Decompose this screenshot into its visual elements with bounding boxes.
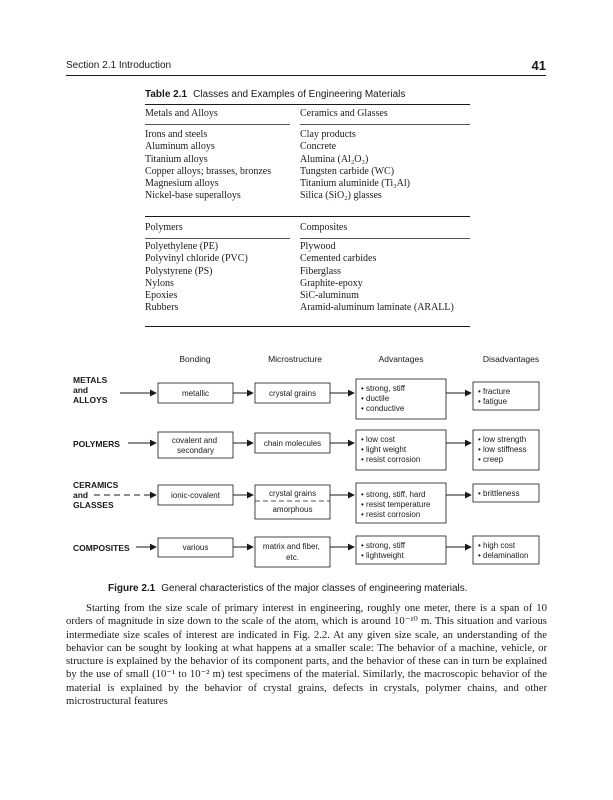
bonding-text: ionic-covalent (171, 491, 220, 500)
bonding-text: covalent and secondary (171, 436, 218, 455)
table-cell: Polystyrene (PS) (145, 265, 213, 277)
table-cell: SiC-aluminum (300, 290, 359, 302)
class-label: METALS and ALLOYS (73, 375, 108, 405)
microstructure-alt-text: amorphous (272, 505, 313, 514)
table-middle-rule (145, 216, 470, 217)
figure-caption (108, 583, 468, 594)
table-cell: Graphite-epoxy (300, 277, 363, 289)
table-title: Classes and Examples of Engineering Materials (193, 89, 406, 100)
header-rule (66, 75, 546, 76)
advantages-list: • strong, stiff • ductile • conductive (361, 384, 406, 413)
heading-underline (300, 238, 470, 239)
diagram-row-composites (73, 536, 539, 567)
table-cell: Copper alloys; brasses, bronzes (145, 165, 272, 177)
table-cell: Epoxies (145, 290, 178, 302)
table-label: Table 2.1 (145, 89, 188, 100)
table-heading-ceramics: Ceramics and Glasses (300, 108, 388, 119)
figure-label: Figure 2.1 (108, 583, 156, 594)
heading-underline (300, 124, 470, 125)
table-cell: Magnesium alloys (145, 178, 219, 190)
text-line: behavior of crystal grains, defects in crystals, polymer chains, and other microstructural features (66, 681, 548, 708)
advantages-list: • low cost • light weight • resist corrosion (361, 435, 421, 464)
table-bottom-rule (145, 326, 470, 327)
running-header (66, 60, 546, 76)
class-label: COMPOSITES (73, 543, 130, 553)
microstructure-text: crystal grains (268, 489, 317, 498)
table-top-rule (145, 104, 470, 105)
table-cell: Aramid-aluminum laminate (ARALL) (300, 302, 454, 314)
table-list-ceramics (300, 129, 410, 203)
body-paragraph (66, 602, 547, 708)
table-heading-polymers: Polymers (145, 222, 183, 233)
page-number: 41 (531, 58, 546, 73)
table-cell: Alumina (Al₂O₃) (300, 153, 369, 165)
class-label: CERAMICS and GLASSES (73, 480, 119, 510)
col-header-bonding: Bonding (179, 354, 211, 364)
table-heading-metals: Metals and Alloys (145, 108, 218, 119)
table-cell: Plywood (300, 241, 336, 252)
table-cell: Aluminum alloys (145, 141, 215, 153)
table-cell: Concrete (300, 141, 337, 153)
microstructure-text: crystal grains (268, 389, 317, 398)
disadvantages-list: • brittleness (478, 489, 520, 498)
table-cell: Cemented carbides (300, 253, 377, 265)
heading-underline (145, 238, 290, 239)
col-header-microstructure: Microstructure (268, 354, 322, 364)
diagram-row-polymers (73, 430, 539, 470)
table-cell: Fiberglass (300, 265, 341, 277)
disadvantages-list: • fracture • fatigue (478, 387, 511, 406)
class-label: POLYMERS (73, 439, 120, 449)
disadvantages-list: • high cost • delamination (478, 541, 529, 560)
table-cell: Titanium alloys (145, 153, 208, 165)
text-line: Starting from the size scale of primary interest in engineering, roughly one meter, there is a (86, 602, 496, 614)
text-line: specimens of the material. Similarly, the macroscopic behavior of the material is explained by the (66, 668, 548, 694)
microstructure-text: matrix and fiber, etc. (262, 542, 320, 562)
table-cell: Irons and steels (145, 129, 208, 140)
diagram-row-metals (73, 375, 539, 419)
advantages-list: • strong, stiff • lightweight (361, 541, 406, 560)
microstructure-text: chain molecules (263, 439, 322, 448)
text-line: This situation and various intermediate size scales of interest are indicated in Fig. 2.2. At any given (66, 615, 547, 641)
disadvantages-list: • low strength • low stiffness • creep (478, 435, 527, 464)
table-cell: Rubbers (145, 302, 179, 314)
table-cell: Polyvinyl chloride (PVC) (145, 253, 248, 265)
text-line: span of 10 orders of magnitude in size down to the scale of the atom, which is around 10⁻¹⁰ m. (66, 602, 547, 628)
table-cell: Tungsten carbide (WC) (300, 165, 395, 177)
table-cell: Titanium aluminide (Ti₃Al) (300, 178, 410, 190)
col-header-disadvantages: Disadvantages (482, 354, 540, 364)
text-line: parts, and the behavior of these can in turn be explained by the use of small (10⁻¹ to 10⁻² m) test (66, 655, 548, 681)
section-title: Section 2.1 Introduction (66, 60, 172, 71)
col-header-advantages: Advantages (378, 354, 424, 364)
paragraph-text (66, 602, 547, 708)
table-cell: Silica (SiO₂) glasses (300, 190, 382, 202)
table-cell: Polyethylene (PE) (145, 241, 219, 252)
table-heading-composites: Composites (300, 222, 348, 233)
table-list-composites (300, 241, 454, 315)
figure-caption-text: General characteristics of the major classes of engineering materials. (161, 583, 468, 594)
table-cell: Nickel-base superalloys (145, 190, 241, 202)
materials-diagram (70, 350, 550, 575)
table-caption (145, 89, 405, 100)
text-line: scale: The behavior of a machine, vehicle, or structure is explained by the behavior of its component (66, 641, 548, 668)
heading-underline (145, 124, 290, 125)
table-list-polymers (145, 241, 248, 315)
table-cell: Clay products (300, 129, 356, 140)
text-line: size scale, an understanding of the behavior can be sought by looking at what happens at a smaller (66, 628, 548, 654)
advantages-list: • strong, stiff, hard • resist temperature • resist corrosion (361, 490, 431, 519)
table-list-metals (145, 129, 271, 203)
bonding-text: metallic (181, 389, 210, 398)
diagram-row-ceramics (73, 480, 539, 523)
table-cell: Nylons (145, 277, 174, 289)
bonding-text: various (182, 543, 209, 552)
